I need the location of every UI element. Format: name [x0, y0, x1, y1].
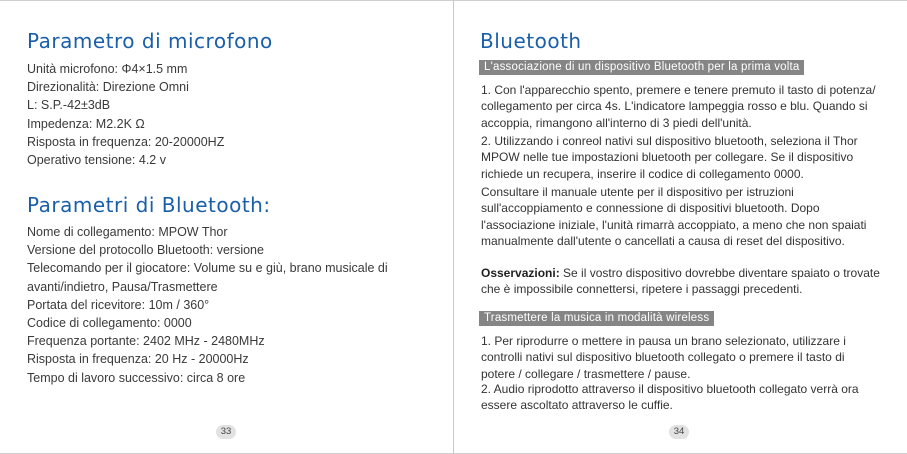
music-banner: Trasmettere la musica in modalità wireless [479, 311, 714, 326]
left-page [0, 0, 453, 454]
right-page [453, 0, 907, 454]
bt-spec-list [27, 223, 397, 387]
bluetooth-title: Bluetooth [480, 29, 582, 53]
page-number: 33 [216, 425, 236, 439]
observations-note [481, 265, 881, 298]
music-step-2: 2. Audio riprodotto attraverso il dispositivo bluetooth collegato verrà ora essere ascoltato attraverso le cuffie. [481, 382, 859, 413]
mic-spec-item: Risposta in frequenza: 20-20000HZ [27, 134, 225, 149]
bt-spec-item: Nome di collegamento: MPOW Thor [27, 225, 228, 239]
mic-spec-item: Impedenza: M2.2K Ω [27, 116, 145, 131]
observations-text: Se il vostro dispositivo dovrebbe diventare spaiato o trovate che è impossibile connettersi, ripetere i passaggi precedenti. [481, 266, 880, 297]
bt-spec-item: Portata del ricevitore: 10m / 360° [27, 297, 210, 312]
pairing-banner: L'associazione di un dispositivo Bluetooth per la prima volta [479, 60, 804, 75]
bt-spec-item: Telecomando per il giocatore: Volume su e giù, brano musicale di avanti/indietro, Pausa/Trasmettere [27, 261, 388, 294]
bt-spec-item: Codice di collegamento: 0000 [27, 316, 192, 331]
bt-spec-item: Risposta in frequenza: 20 Hz - 20000Hz [27, 352, 249, 367]
pairing-step-2: 2. Utilizzando i conreol nativi sul dispositivo bluetooth, seleziona il Thor MPOW nelle tue impostazioni bluetooth per collegare. Se il dispositivo richiede un recupera, inserire il codice di collegamento 0000. [481, 134, 858, 181]
bt-params-title: Parametri di Bluetooth: [27, 193, 271, 217]
mic-spec-list [27, 60, 224, 169]
pairing-step-1: 1. Con l'apparecchio spento, premere e tenere premuto il tasto di potenza/ collegamento per circa 4s. L'indicatore lampeggia rosso e blu. Quando si accoppia, rimangono all'interno di 3 piedi dell'unità. [481, 83, 876, 130]
pairing-manual-note: Consultare il manuale utente per il dispositivo per istruzioni sull'accoppiamento e connessione di dispositivi bluetooth. Dopo l'associazione iniziale, l'unità rimarrà accoppiato, a meno che non spaiati manualmente dall'utente o cancellati a causa di reset del dispositivo. [481, 185, 867, 248]
mic-spec-item: Direzionalità: Direzione Omni [27, 80, 189, 95]
mic-spec-item: Operativo tensione: 4.2 v [27, 153, 166, 168]
page-number: 34 [669, 425, 689, 439]
mic-spec-item: Unità microfono: Φ4×1.5 mm [27, 62, 188, 76]
observations-label: Osservazioni: [481, 266, 560, 280]
bt-spec-item: Frequenza portante: 2402 MHz - 2480MHz [27, 334, 265, 349]
bt-spec-item: Tempo di lavoro successivo: circa 8 ore [27, 370, 246, 385]
mic-params-title: Parametro di microfono [27, 29, 273, 53]
mic-spec-item: L: S.P.-42±3dB [27, 98, 111, 113]
bt-spec-item: Versione del protocollo Bluetooth: versione [27, 243, 264, 258]
music-step-1: 1. Per riprodurre o mettere in pausa un brano selezionato, utilizzare i controlli nativi sul dispositivo bluetooth collegato o premere il tasto di potere / collegare / trasmettere / pause. [481, 334, 846, 381]
